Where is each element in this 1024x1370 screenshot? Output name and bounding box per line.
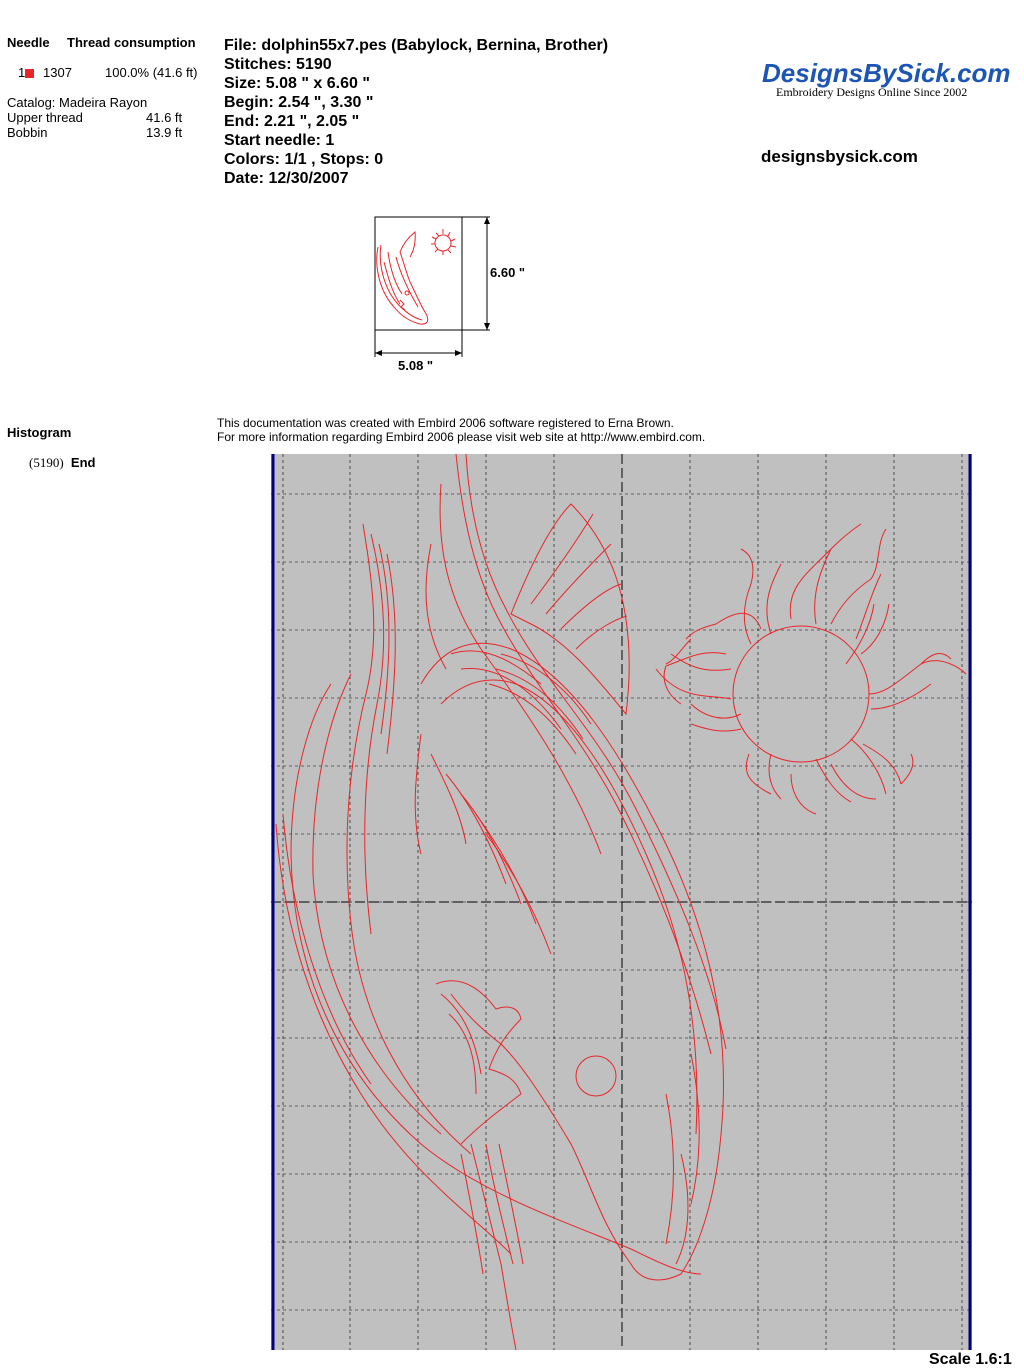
disclaimer-line-1: This documentation was created with Embird 2006 software registered to Erna Brown. bbox=[217, 416, 674, 430]
thumbnail-width-label: 5.08 " bbox=[398, 358, 434, 373]
design-thumbnail bbox=[370, 212, 540, 377]
brand-site: designsbysick.com bbox=[761, 147, 918, 166]
thread-row bbox=[18, 65, 34, 80]
brand-logo bbox=[762, 58, 1011, 100]
needle-number: 1 bbox=[18, 65, 26, 80]
software-disclaimer bbox=[217, 416, 705, 444]
thread-consumption-value: 100.0% (41.6 ft) bbox=[105, 65, 198, 80]
brand-tagline: Embroidery Designs Online Since 2002 bbox=[776, 85, 968, 99]
stitch-preview bbox=[271, 454, 972, 1350]
start-needle-line: Start needle: 1 bbox=[224, 132, 335, 149]
histogram-stitch-count: (5190) bbox=[29, 455, 64, 470]
histogram-row-label: End bbox=[70, 455, 96, 470]
thread-code: 1307 bbox=[43, 65, 72, 80]
file-line: File: dolphin55x7.pes (Babylock, Bernina, Brother) bbox=[224, 37, 609, 54]
disclaimer-line-2: For more information regarding Embird 2006 please visit web site at http://www.embird.com. bbox=[217, 430, 706, 444]
end-line: End: 2.21 ", 2.05 " bbox=[224, 113, 360, 130]
begin-line: Begin: 2.54 ", 3.30 " bbox=[224, 94, 374, 111]
thread-consumption-header: Thread consumption bbox=[67, 35, 196, 50]
thumbnail-height-label: 6.60 " bbox=[490, 265, 526, 280]
design-info bbox=[224, 36, 608, 188]
bobbin-value: 13.9 ft bbox=[146, 125, 183, 140]
date-line: Date: 12/30/2007 bbox=[224, 170, 349, 187]
scale-label: Scale 1.6:1 bbox=[929, 1351, 1012, 1368]
upper-thread-label: Upper thread bbox=[7, 110, 83, 125]
thread-color-swatch bbox=[25, 69, 34, 78]
stitch-preview-svg bbox=[271, 454, 972, 1350]
bobbin-label: Bobbin bbox=[7, 125, 48, 140]
brand-logo-text: DesignsBySick.com bbox=[762, 58, 1011, 88]
histogram-row bbox=[29, 455, 95, 471]
stitches-line: Stitches: 5190 bbox=[224, 56, 332, 73]
catalog-label: Catalog: Madeira Rayon bbox=[7, 95, 148, 110]
colors-line: Colors: 1/1 , Stops: 0 bbox=[224, 151, 384, 168]
needle-column-header: Needle bbox=[7, 35, 50, 50]
size-line: Size: 5.08 " x 6.60 " bbox=[224, 75, 370, 92]
upper-thread-value: 41.6 ft bbox=[146, 110, 183, 125]
histogram-heading: Histogram bbox=[7, 425, 72, 440]
